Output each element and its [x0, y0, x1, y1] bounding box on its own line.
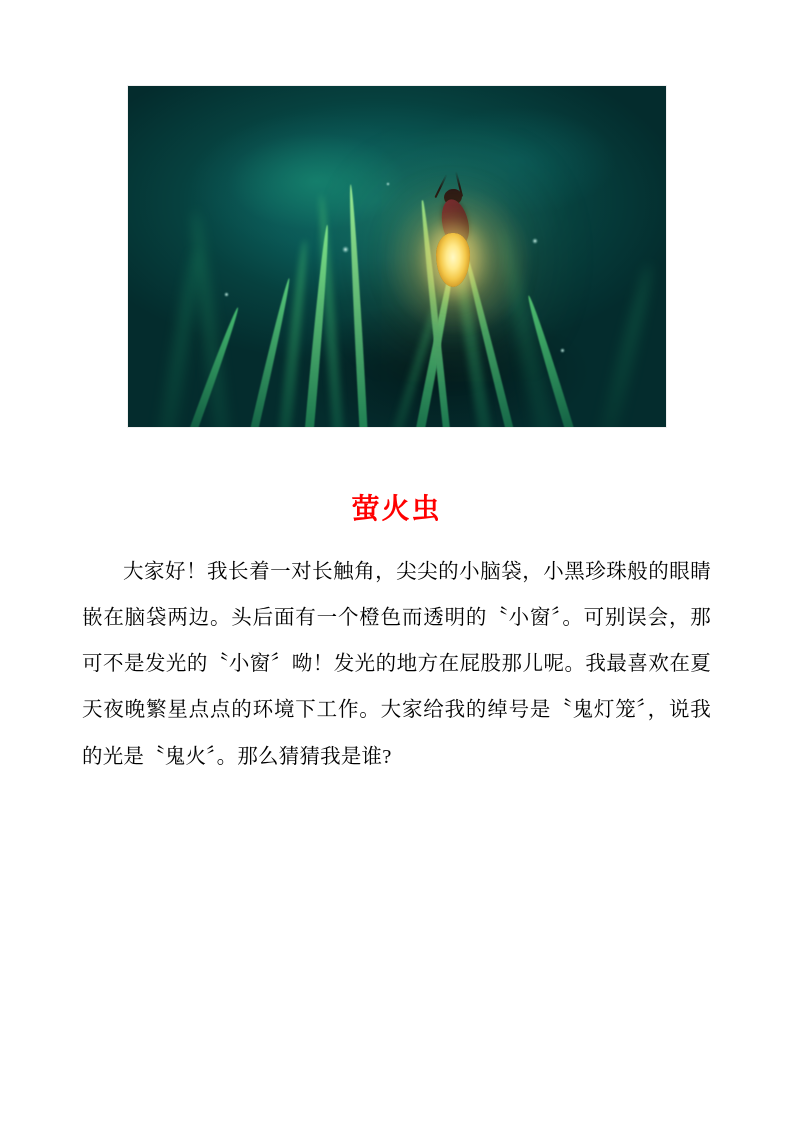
page-title: 萤火虫 — [351, 492, 442, 525]
firefly-photo — [128, 86, 666, 427]
dew-sparkle — [386, 182, 390, 186]
dew-sparkle — [224, 292, 229, 297]
article-figure — [82, 0, 711, 427]
firefly-lantern — [436, 233, 470, 287]
dew-sparkle — [532, 238, 538, 244]
dew-sparkle — [560, 348, 565, 353]
dew-sparkle — [342, 246, 349, 253]
article-body: 大家好！我长着一对长触角，尖尖的小脑袋，小黑珍珠般的眼睛嵌在脑袋两边。头后面有一个橙色而透明的〝小窗〞。可别误会，那可不是发光的〝小窗〞呦！发光的地方在屁股那儿呢。我最喜欢在夏天夜晚繁星点点的环境下工作。大家给我的绰号是〝鬼灯笼〞，说我的光是〝鬼火〞。那么猜猜我是谁? — [82, 561, 711, 768]
firefly-icon — [428, 181, 486, 301]
